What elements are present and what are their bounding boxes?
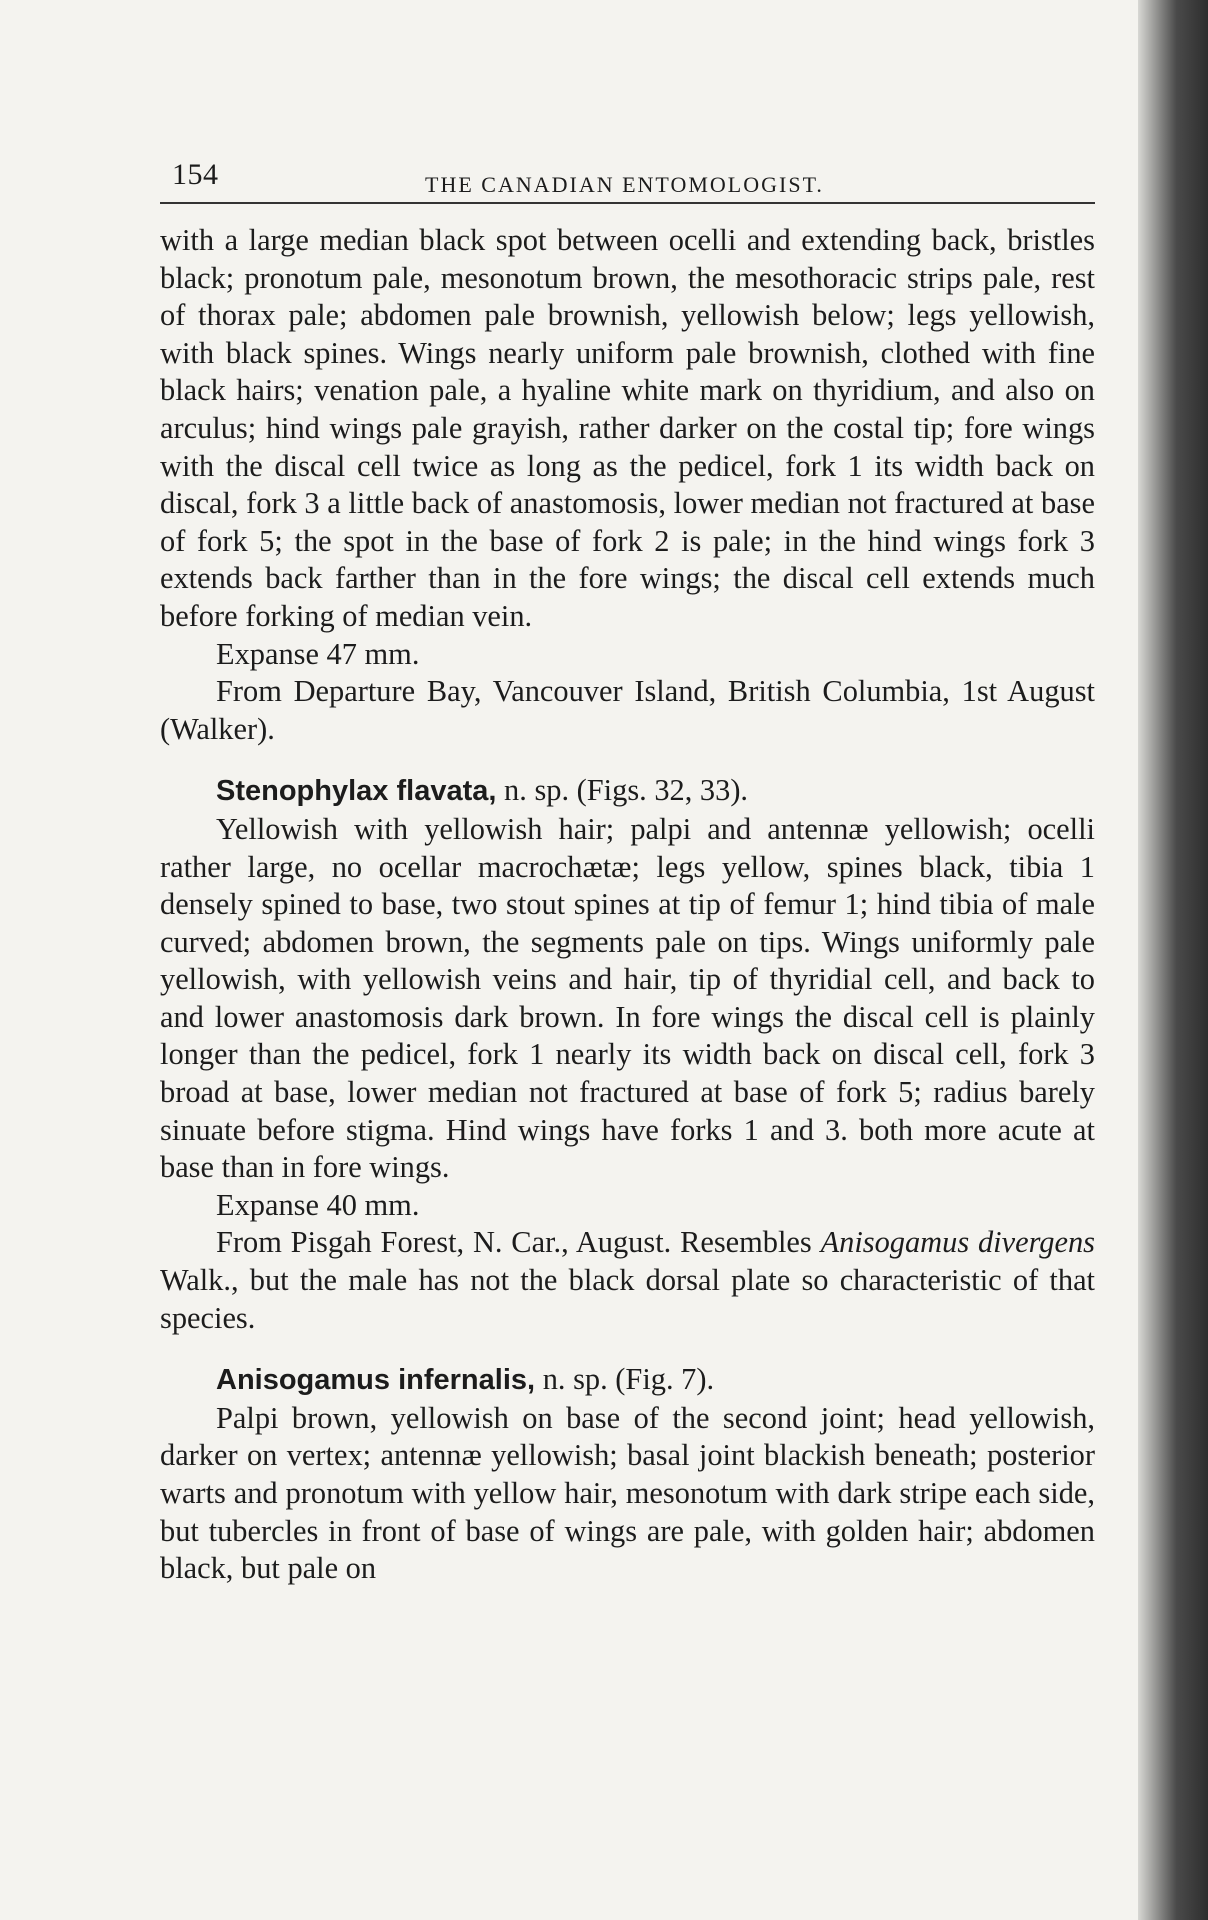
locality-2-text-a: From Pisgah Forest, N. Car., August. Resembles (216, 1225, 821, 1260)
paragraph-locality-2 (160, 1224, 1095, 1337)
paragraph-expanse-1: Expanse 47 mm. (216, 636, 420, 671)
page-content (160, 140, 1095, 1588)
species-heading-stenophylax (160, 772, 1095, 811)
paragraph-locality-1: From Departure Bay, Vancouver Island, British Columbia, 1st August (Walker). (160, 674, 1095, 746)
locality-2-species-italic: Anisogamus divergens (820, 1225, 1095, 1260)
paragraph-expanse-2: Expanse 40 mm. (216, 1187, 420, 1222)
page-header (160, 140, 1095, 200)
book-gutter-shadow (1138, 0, 1208, 1920)
species-name-stenophylax: Stenophylax flavata, (216, 775, 497, 808)
species-name-anisogamus: Anisogamus infernalis, (216, 1364, 536, 1397)
paragraph-description-stenophylax: Yellowish with yellowish hair; palpi and antennæ yellowish; ocelli rather large, no ocellar macrochætæ; legs yellow, spines black, tibia 1 densely spined to base, two stout spines at tip of femur 1; hind tibia of male curved; abdomen brown, the segments pale on tips. Wings uniformly pale yellowish, with yellowish veins and hair, tip of thyridial cell, and back to and lower anastomosis dark brown. In fore wings the discal cell is plainly longer than the pedicel, fork 1 nearly its width back on discal cell, fork 3 broad at base, lower median not fractured at base of fork 5; radius barely sinuate before stigma. Hind wings have forks 1 and 3. both more acute at base than in fore wings. (160, 811, 1095, 1185)
body-text (160, 222, 1095, 1588)
species-note-stenophylax: n. sp. (Figs. 32, 33). (504, 773, 749, 808)
header-rule (160, 202, 1095, 204)
paragraph-description-anisogamus: Palpi brown, yellowish on base of the second joint; head yellowish, darker on vertex; antennæ yellowish; basal joint blackish beneath; posterior warts and pronotum with yellow hair, mesonotum with dark stripe each side, but tubercles in front of base of wings are pale, with golden hair; abdomen black, but pale on (160, 1400, 1095, 1586)
paragraph-continuation: with a large median black spot between ocelli and extending back, bristles black; pronotum pale, mesonotum brown, the mesothoracic strips pale, rest of thorax pale; abdomen pale brownish, yellowish below; legs yellowish, with black spines. Wings nearly uniform pale brownish, clothed with fine black hairs; venation pale, a hyaline white mark on thyridium, and also on arculus; hind wings pale grayish, rather darker on the costal tip; fore wings with the discal cell twice as long as the pedicel, fork 1 its width back on discal, fork 3 a little back of anastomosis, lower median not fractured at base of fork 5; the spot in the base of fork 2 is pale; in the hind wings fork 3 extends back farther than in the fore wings; the discal cell extends much before forking of median vein. (160, 223, 1095, 633)
locality-2-text-c: Walk., but the male has not the black dorsal plate so characteristic of that species. (160, 1263, 1095, 1335)
running-head: THE CANADIAN ENTOMOLOGIST. (425, 172, 824, 197)
species-heading-anisogamus (160, 1361, 1095, 1400)
species-note-anisogamus: n. sp. (Fig. 7). (542, 1362, 715, 1397)
page-number: 154 (172, 158, 219, 191)
